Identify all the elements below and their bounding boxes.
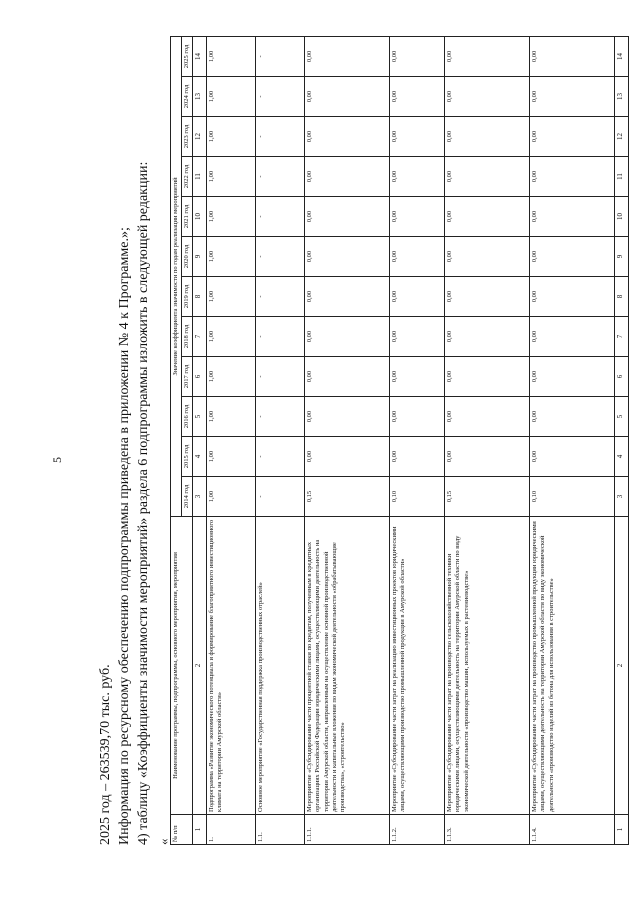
coefficient-value: 0,00 [530, 77, 615, 117]
coefficient-value: 1,00 [207, 317, 256, 357]
coefficient-value: 0,00 [530, 357, 615, 397]
table-row [390, 36, 445, 844]
column-number: 9 [193, 237, 207, 277]
coefficient-value: 0,10 [390, 477, 445, 517]
coefficient-value: 0,00 [305, 277, 390, 317]
column-number: 13 [615, 77, 629, 117]
column-numbers-bottom [615, 36, 629, 844]
header-year: 2015 год [182, 437, 193, 477]
coefficient-value: 0,00 [390, 77, 445, 117]
column-number: 14 [193, 36, 207, 76]
header-year: 2025 год [182, 36, 193, 76]
coefficient-value: 1,00 [207, 277, 256, 317]
coefficient-value: 1,00 [207, 397, 256, 437]
header-name: Наименование программы, подпрограммы, основного мероприятия, мероприятия [171, 517, 193, 815]
column-number: 4 [193, 437, 207, 477]
coefficient-value: 0,00 [305, 397, 390, 437]
coefficient-value: 0,00 [305, 317, 390, 357]
coefficient-value: 0,00 [305, 237, 390, 277]
coefficient-value: 0,00 [305, 157, 390, 197]
coefficient-value: - [256, 477, 305, 517]
coefficient-value: 0,00 [530, 197, 615, 237]
coefficient-value: 0,00 [305, 36, 390, 76]
coefficient-value: 0,00 [530, 437, 615, 477]
header-year: 2020 год [182, 237, 193, 277]
column-number: 5 [615, 397, 629, 437]
row-number: 1.1. [256, 815, 305, 845]
column-number: 10 [615, 197, 629, 237]
coefficient-value: 0,00 [445, 277, 530, 317]
column-number: 13 [193, 77, 207, 117]
column-number: 8 [615, 277, 629, 317]
header-year: 2022 год [182, 157, 193, 197]
coefficient-value: 1,00 [207, 36, 256, 76]
row-name: Основное мероприятие «Государственная поддержка производственных отраслей» [256, 517, 305, 815]
coefficient-value: 0,00 [530, 317, 615, 357]
header-year: 2021 год [182, 197, 193, 237]
column-number: 11 [615, 157, 629, 197]
coefficient-value: - [256, 397, 305, 437]
coefficient-value: 0,00 [445, 317, 530, 357]
coefficient-value: 0,00 [390, 277, 445, 317]
coefficient-value: 1,00 [207, 77, 256, 117]
column-number: 7 [615, 317, 629, 357]
coefficient-value: 0,00 [445, 397, 530, 437]
table-row [305, 36, 390, 844]
column-number: 7 [193, 317, 207, 357]
coefficient-value: - [256, 77, 305, 117]
table-row [207, 36, 256, 844]
coefficient-value: - [256, 36, 305, 76]
row-number: 1.1.1. [305, 815, 390, 845]
column-number: 3 [193, 477, 207, 517]
coefficient-value: - [256, 237, 305, 277]
table-row [445, 36, 530, 844]
header-year: 2018 год [182, 317, 193, 357]
coefficient-value: 0,00 [390, 357, 445, 397]
column-number: 1 [615, 815, 629, 845]
row-number: 1.1.4. [530, 815, 615, 845]
header-year: 2016 год [182, 397, 193, 437]
coefficient-value: 1,00 [207, 157, 256, 197]
header-year: 2023 год [182, 117, 193, 157]
coefficient-value: 0,00 [530, 397, 615, 437]
header-num: № п/п [171, 815, 193, 845]
coefficient-value: 0,00 [390, 437, 445, 477]
row-name: Мероприятие «Субсидирование части затрат на производство промышленной продукции юридическими лицами, осуществляющими деятельность на территории Амурской области по виду экономической деятельности «производство изделий из бетона для использования в строительстве» [530, 517, 615, 815]
coefficient-value: 1,00 [207, 437, 256, 477]
coefficient-value: 0,00 [445, 36, 530, 76]
coefficient-value: 0,00 [390, 317, 445, 357]
coefficient-value: 0,00 [445, 437, 530, 477]
table-row [256, 36, 305, 844]
coefficient-value: - [256, 117, 305, 157]
coefficient-value: 0,00 [305, 117, 390, 157]
coefficient-value: 0,00 [305, 357, 390, 397]
coefficient-value: - [256, 317, 305, 357]
column-number: 6 [615, 357, 629, 397]
column-number: 10 [193, 197, 207, 237]
coefficient-value: 1,00 [207, 237, 256, 277]
coefficient-value: 1,00 [207, 117, 256, 157]
column-number: 2 [193, 517, 207, 815]
column-number: 4 [615, 437, 629, 477]
coefficient-value: - [256, 197, 305, 237]
coefficient-value: 0,00 [390, 36, 445, 76]
row-name: Мероприятие «Субсидирование части затрат на производство сельскохозяйственной техники юридическими лицами, осуществляющими деятельность на территории Амурской области по виду экономической деятельности «производство машин, используемых в растениеводстве» [445, 517, 530, 815]
column-number: 5 [193, 397, 207, 437]
coefficient-value: - [256, 437, 305, 477]
coefficient-value: 0,15 [305, 477, 390, 517]
column-number: 2 [615, 517, 629, 815]
coefficient-value: 0,00 [390, 197, 445, 237]
column-number: 1 [193, 815, 207, 845]
coefficient-value: 0,00 [445, 117, 530, 157]
coefficient-value: - [256, 357, 305, 397]
coefficient-value: - [256, 277, 305, 317]
column-number: 12 [615, 117, 629, 157]
header-year: 2024 год [182, 77, 193, 117]
coefficient-value: 0,00 [445, 197, 530, 237]
coefficients-table [170, 36, 629, 845]
row-number: 1.1.3. [445, 815, 530, 845]
row-name: Подпрограмма «Развитие экономического потенциала и формирование благоприятного инвестиционного климата на территории Амурской области» [207, 517, 256, 815]
coefficient-value: 1,00 [207, 357, 256, 397]
column-numbers-top [193, 36, 207, 844]
coefficient-value: 0,00 [305, 77, 390, 117]
coefficient-value: 0,00 [530, 237, 615, 277]
coefficient-value: 0,15 [445, 477, 530, 517]
coefficient-value: 0,00 [390, 397, 445, 437]
page-number: 5 [50, 457, 64, 463]
coefficient-value: 0,00 [390, 237, 445, 277]
intro-line-1: 2025 год – 263539,70 тыс. руб. [98, 664, 113, 845]
coefficient-value: 0,00 [530, 157, 615, 197]
row-name: Мероприятие «Субсидирование части процентной ставки по кредитам, полученным в кредитных организациях Российской Федерации юридическими лицами, осуществляющими деятельность на территории Амурской области, направленным на осуществление основной производственной деятельности и капитальные вложения по видам экономической деятельности «обрабатывающие производства», «строительство» [305, 517, 390, 815]
header-year: 2017 год [182, 357, 193, 397]
header-year: 2019 год [182, 277, 193, 317]
open-quote: « [156, 838, 171, 845]
column-number: 11 [193, 157, 207, 197]
coefficient-value: 1,00 [207, 477, 256, 517]
row-number: 1. [207, 815, 256, 845]
coefficient-value: 0,00 [305, 437, 390, 477]
intro-line-3: 4) таблицу «Коэффициенты значимости мероприятий» раздела 6 подпрограммы изложить в следующей редакции: [136, 161, 151, 845]
column-number: 14 [615, 36, 629, 76]
coefficient-value: 0,00 [530, 36, 615, 76]
header-group: Значение коэффициента значимости по годам реализации мероприятий [171, 36, 182, 516]
coefficient-value: 0,00 [390, 157, 445, 197]
coefficient-value: 0,00 [445, 157, 530, 197]
row-number: 1.1.2. [390, 815, 445, 845]
coefficient-value: 0,00 [445, 237, 530, 277]
column-number: 8 [193, 277, 207, 317]
coefficient-value: 0,00 [445, 357, 530, 397]
coefficient-value: 1,00 [207, 197, 256, 237]
column-number: 9 [615, 237, 629, 277]
column-number: 12 [193, 117, 207, 157]
coefficient-value: 0,10 [530, 477, 615, 517]
coefficient-value: 0,00 [530, 277, 615, 317]
coefficient-value: 0,00 [445, 77, 530, 117]
column-number: 3 [615, 477, 629, 517]
coefficient-value: 0,00 [390, 117, 445, 157]
column-number: 6 [193, 357, 207, 397]
table-row [530, 36, 615, 844]
coefficient-value: 0,00 [530, 117, 615, 157]
header-year: 2014 год [182, 477, 193, 517]
row-name: Мероприятие «Субсидирование части затрат на реализацию инвестиционных проектов юридическими лицами, осуществляющими производство промышленной продукции в Амурской области» [390, 517, 445, 815]
intro-line-2: Информация по ресурсному обеспечению подпрограммы приведена в приложении № 4 к Программе.»; [117, 227, 132, 845]
coefficient-value: - [256, 157, 305, 197]
coefficient-value: 0,00 [305, 197, 390, 237]
